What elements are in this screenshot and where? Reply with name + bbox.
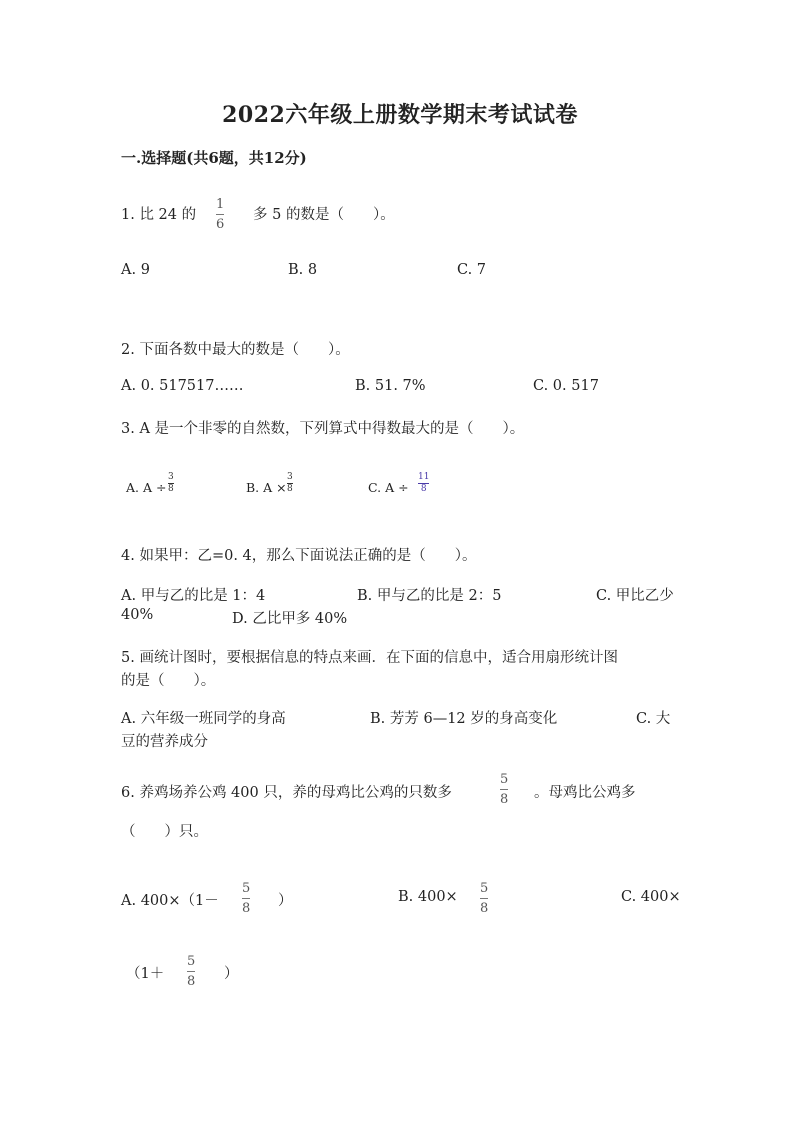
q3-text: 3. A 是一个非零的自然数，下列算式中得数最大的是（ ）。	[121, 421, 525, 437]
q1-option-a: A. 9	[121, 262, 150, 278]
q6-option-b-fraction	[480, 882, 488, 915]
q5-option-a: A. 六年级一班同学的身高	[121, 711, 286, 727]
q1-text-start: 1. 比 24 的	[121, 207, 197, 223]
q6-frac-bar	[500, 789, 508, 790]
q6-text-start: 6. 养鸡场养公鸡 400 只，养的母鸡比公鸡的只数多	[121, 785, 452, 801]
q3-b-numerator: 3	[287, 472, 293, 482]
q1-frac-denominator: 6	[216, 217, 225, 232]
page-title: 2022六年级上册数学期末考试试卷	[222, 102, 578, 128]
q4-option-c-cont: 40%	[121, 607, 154, 623]
q6-c-denominator: 8	[187, 974, 196, 989]
q6-option-b-pre: B. 400×	[398, 889, 458, 905]
q6-option-c-cont-post: ）	[224, 966, 239, 982]
q3-c-numerator: 11	[418, 472, 430, 482]
q3-option-c-label: C. A ÷	[368, 480, 409, 495]
q5-option-c: C. 大	[636, 711, 671, 727]
q1-text-end: 多 5 的数是（ ）。	[253, 207, 395, 223]
q3-option-c-fraction	[418, 473, 429, 494]
q6-a-denominator: 8	[242, 901, 251, 916]
q6-frac-denominator: 8	[500, 792, 509, 807]
q6-option-c-cont-pre: （1＋	[126, 966, 165, 982]
q6-fraction	[500, 773, 508, 806]
q6-c-numerator: 5	[187, 954, 196, 969]
q2-option-a: A. 0. 517517……	[121, 378, 244, 394]
q6-b-bar	[480, 898, 488, 899]
q6-option-a-fraction	[242, 882, 250, 915]
q6-a-numerator: 5	[242, 881, 251, 896]
q3-option-b-label: B. A ×	[246, 480, 287, 495]
q4-option-b: B. 甲与乙的比是 2：5	[357, 588, 502, 604]
section-heading: 一.选择题(共6题，共12分)	[121, 149, 307, 167]
q6-c-bar	[187, 971, 195, 972]
q6-text-line2: （ ）只。	[121, 824, 208, 840]
q4-option-d: D. 乙比甲多 40%	[232, 611, 348, 627]
q5-option-c-cont: 豆的营养成分	[121, 734, 208, 750]
q3-a-denominator: 8	[168, 484, 174, 494]
q3-c-denominator: 8	[420, 484, 427, 494]
q3-option-a-label: A. A ÷	[126, 480, 167, 495]
q5-text-line2: 的是（ ）。	[121, 673, 216, 689]
q1-fraction	[216, 198, 224, 231]
q3-option-a-fraction	[168, 473, 174, 494]
q1-frac-numerator: 1	[216, 197, 225, 212]
q6-option-a-pre: A. 400×（1－	[121, 893, 219, 909]
q6-a-bar	[242, 898, 250, 899]
q5-option-b: B. 芳芳 6—12 岁的身高变化	[370, 711, 558, 727]
q6-option-c-pre: C. 400×	[621, 889, 681, 905]
q1-frac-bar	[216, 214, 224, 215]
q6-option-a-post: ）	[278, 893, 293, 909]
q2-option-c: C. 0. 517	[533, 378, 599, 394]
q2-text: 2. 下面各数中最大的数是（ ）。	[121, 342, 350, 358]
q3-option-b-fraction	[287, 473, 293, 494]
q1-option-c: C. 7	[457, 262, 487, 278]
q4-option-a: A. 甲与乙的比是 1：4	[121, 588, 266, 604]
q3-a-numerator: 3	[168, 472, 174, 482]
q3-b-denominator: 8	[287, 484, 293, 494]
q4-text: 4. 如果甲：乙=0. 4，那么下面说法正确的是（ ）。	[121, 548, 477, 564]
q6-option-c-fraction	[187, 955, 195, 988]
q6-text-end: 。母鸡比公鸡多	[534, 785, 636, 801]
q2-option-b: B. 51. 7%	[355, 378, 426, 394]
q4-option-c: C. 甲比乙少	[596, 588, 674, 604]
q5-text-line1: 5. 画统计图时，要根据信息的特点来画．在下面的信息中，适合用扇形统计图	[121, 650, 618, 666]
q6-b-denominator: 8	[480, 901, 489, 916]
q1-option-b: B. 8	[288, 262, 318, 278]
q6-b-numerator: 5	[480, 881, 489, 896]
q6-frac-numerator: 5	[500, 772, 509, 787]
